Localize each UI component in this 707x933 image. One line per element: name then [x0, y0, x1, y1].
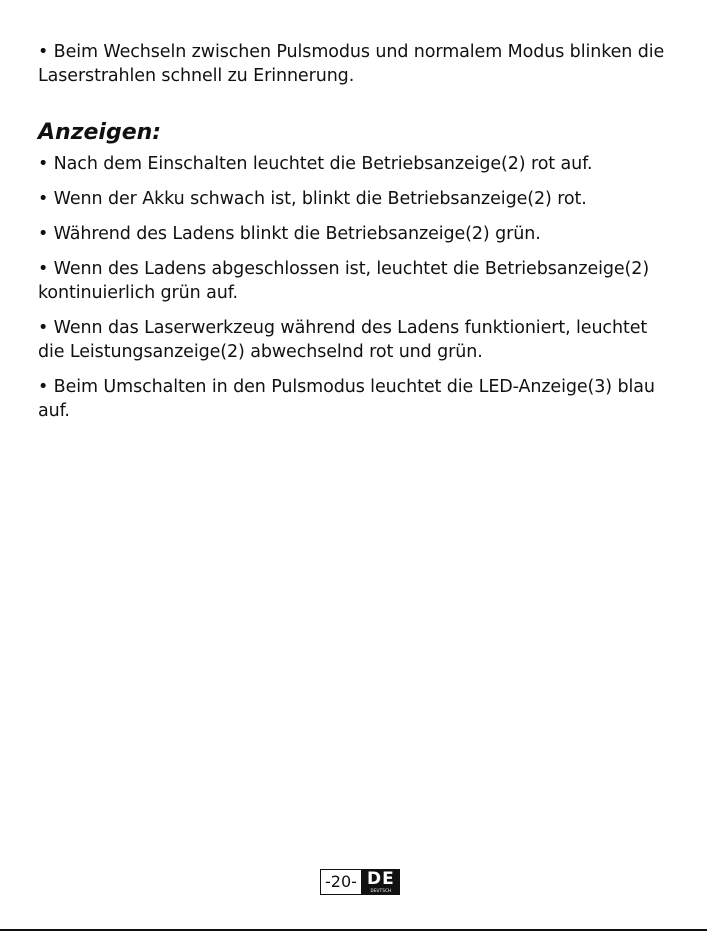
list-item: • Wenn das Laserwerkzeug während des Ladens funktioniert, leuchtet die Leistungsanzeige(2) abwechselnd rot und grün. [38, 318, 648, 362]
language-badge [362, 869, 400, 895]
intro-paragraph: • Beim Wechseln zwischen Pulsmodus und normalem Modus blinken die Laserstrahlen schnell zu Erinnerung. [38, 42, 665, 86]
page-footer [320, 869, 400, 895]
list-item: • Während des Ladens blinkt die Betriebsanzeige(2) grün. [38, 224, 541, 244]
list-item: • Wenn des Ladens abgeschlossen ist, leuchtet die Betriebsanzeige(2) kontinuierlich grün auf. [38, 259, 650, 303]
language-code: DE [367, 869, 395, 889]
page-content [38, 40, 678, 434]
bottom-divider [0, 929, 707, 931]
section-heading: Anzeigen: [38, 120, 162, 145]
list-item: • Beim Umschalten in den Pulsmodus leuchtet die LED-Anzeige(3) blau auf. [38, 377, 655, 421]
list-item: • Wenn der Akku schwach ist, blinkt die Betriebsanzeige(2) rot. [38, 189, 587, 209]
language-name: DEUTSCH [370, 888, 392, 893]
page-number: -20- [320, 869, 362, 895]
list-item: • Nach dem Einschalten leuchtet die Betriebsanzeige(2) rot auf. [38, 154, 593, 174]
